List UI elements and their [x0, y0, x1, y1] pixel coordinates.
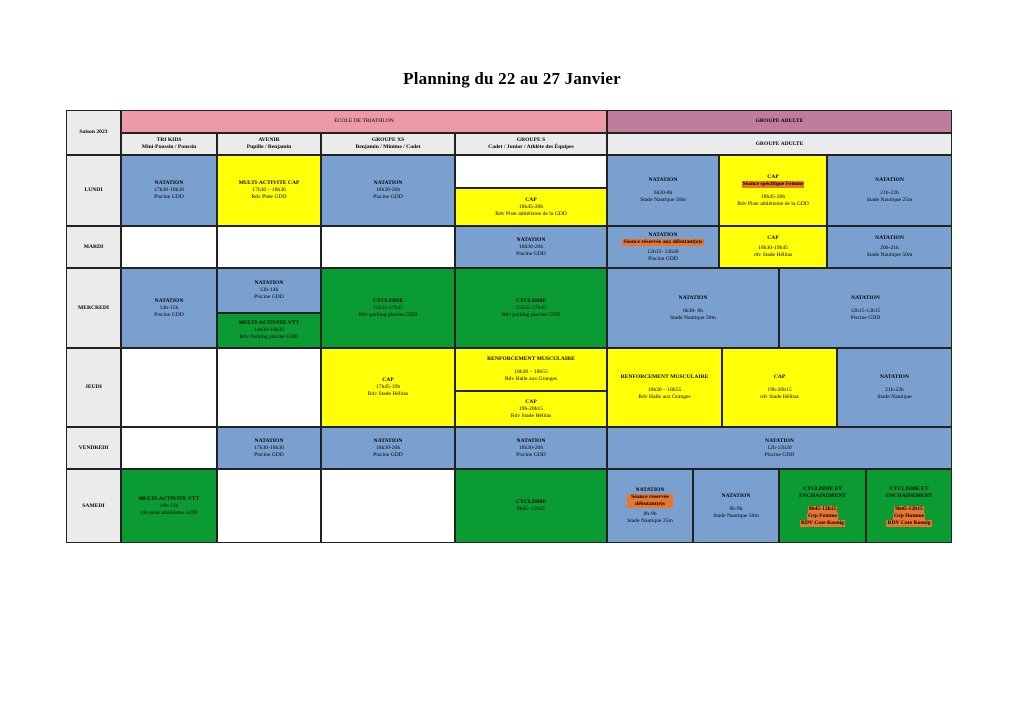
day-label-samedi: SAMEDI — [66, 469, 121, 543]
column-name: AVENIR — [258, 137, 280, 143]
column-name: GROUPE S — [516, 137, 546, 143]
column-header-xs — [321, 133, 455, 155]
session-vendredi-s: NATATION 18h30-20h Piscine GDD — [455, 427, 607, 469]
session-lundi-adulte-3: NATATION 21h-22h Stade Nautique 25m — [827, 155, 952, 226]
session-samedi-adulte-1: NATATION Séance réservée débutant(e)s 8h-9h Stade Nautique 25m — [607, 469, 693, 543]
column-sub: Benjamin / Minime / Cadet — [355, 144, 421, 150]
session-mercredi-adulte-1: NATATION 6h30- 8h Stade Nautique 50m — [607, 268, 779, 348]
day-label-jeudi: JEUDI — [66, 348, 121, 427]
day-label-mardi: MARDI — [66, 226, 121, 268]
column-name: GROUPE ADULTE — [755, 140, 804, 147]
session-mercredi-avenir-2: MULTI-ACTIVITE VTT 14h30-16h30 Rdv Parking piscine GDD — [217, 313, 321, 348]
session-vendredi-xs: NATATION 18h30-20h Piscine GDD — [321, 427, 455, 469]
session-mardi-adulte-2: CAP 18h30-19h45 rdv Stade Hélitas — [719, 226, 827, 268]
column-sub: Pupille / Benjamin — [246, 144, 292, 150]
session-lundi-trikids: NATATION 17h30-18h30 Piscine GDD — [121, 155, 217, 226]
column-header-avenir — [217, 133, 321, 155]
ecole-group-header — [121, 110, 607, 133]
session-mardi-s: NATATION 18h30-20h Piscine GDD — [455, 226, 607, 268]
session-jeudi-adulte-2: CAP 19h-20h15 rdv Stade Hélitas — [722, 348, 837, 427]
session-samedi-s: CYCLISME 9h45- 12h15 — [455, 469, 607, 543]
session-samedi-adulte-2: NATATION 8h-9h Stade Nautique 50m — [693, 469, 779, 543]
session-note: Séance spécifique Femme — [742, 180, 804, 187]
empty-cell — [455, 155, 607, 188]
day-label-mercredi: MERCREDI — [66, 268, 121, 348]
session-lundi-adulte-2: CAP Séance spécifique Femme 18h45-20h Rdv Piste athlétisme de la GDD — [719, 155, 827, 226]
session-lundi-xs: NATATION 18h30-20h Piscine GDD — [321, 155, 455, 226]
session-lundi-s: CAP 18h45-20h Rdv Piste athlétisme de la GDD — [455, 188, 607, 226]
empty-cell — [121, 226, 217, 268]
page-title: Planning du 22 au 27 Janvier — [403, 69, 621, 88]
session-note: Séance réservée aux débutant(e)s — [623, 238, 703, 245]
column-header-adulte — [607, 133, 952, 155]
session-note: Séance réservée débutant(e)s — [627, 494, 673, 508]
column-sub: Cadet / Junior / Athlète des Équipes — [488, 144, 574, 150]
empty-cell — [321, 226, 455, 268]
empty-cell — [217, 226, 321, 268]
session-lundi-avenir: MULTI-ACTIVITE CAP 17h30 – 18h30 Rdv Piste GDD — [217, 155, 321, 226]
empty-cell — [217, 469, 321, 543]
session-mercredi-xs: CYCLISME 15h15-17h45 Rdv parking piscine GDD — [321, 268, 455, 348]
column-sub: Mini-Poussin / Poussin — [141, 144, 197, 150]
season-cell — [66, 110, 121, 155]
day-label-lundi: LUNDI — [66, 155, 121, 226]
session-samedi-adulte-4: CYCLISME ET ENCHAINEMENT 9h45-12h15 Grp Homme RDV Cote Koenig — [866, 469, 952, 543]
session-mercredi-avenir-1: NATATION 13h-14h Piscine GDD — [217, 268, 321, 313]
day-label-vendredi: VENDREDI — [66, 427, 121, 469]
column-header-trikids — [121, 133, 217, 155]
session-jeudi-s-1: RENFORCEMENT MUSCULAIRE 18h30 – 18h55 Rdv Halle aux Granges — [455, 348, 607, 391]
season-label: Saison 2023 — [79, 129, 108, 135]
session-jeudi-s-2: CAP 19h-20h15 Rdv Stade Hélitas — [455, 391, 607, 427]
empty-cell — [121, 427, 217, 469]
column-name: TRI KIDS — [156, 137, 182, 143]
column-header-s — [455, 133, 607, 155]
session-jeudi-adulte-1: RENFORCEMENT MUSCULAIRE 18h30 – 18h55 Rdv Halle aux Granges — [607, 348, 722, 427]
session-samedi-trikids: MULTI-ACTIVITE VTT 10h-12h rdv piste athlétisme GDD — [121, 469, 217, 543]
adulte-group-header — [607, 110, 952, 133]
empty-cell — [121, 348, 217, 427]
session-mercredi-trikids: NATATION 14h-15h Piscine GDD — [121, 268, 217, 348]
column-name: GROUPE XS — [371, 137, 405, 143]
session-jeudi-xs: CAP 17h45-19h Rdv Stade Hélitas — [321, 348, 455, 427]
empty-cell — [217, 348, 321, 427]
ecole-group-label: ÉCOLE DE TRIATHLON — [334, 118, 394, 124]
adulte-group-label: GROUPE ADULTE — [755, 118, 804, 124]
session-mercredi-adulte-2: NATATION 12h15-13h15 Piscine GDD — [779, 268, 952, 348]
session-mercredi-s: CYCLISME 15h15-17h45 Rdv parking piscine GDD — [455, 268, 607, 348]
session-jeudi-adulte-3: NATATION 21h-22h Stade Nautique — [837, 348, 952, 427]
session-mardi-adulte-1: NATATION Séance réservée aux débutant(e)s 12h15- 13h30 Piscine GDD — [607, 226, 719, 268]
session-mardi-adulte-3: NATATION 20h-21h Stade Nautique 50m — [827, 226, 952, 268]
session-samedi-adulte-3: CYCLISME ET ENCHAINEMENT 9h45-12h15 Grp Femme RDV Cote Koenig — [779, 469, 866, 543]
session-vendredi-adulte: NATATION 12h-13h30 Piscine GDD — [607, 427, 952, 469]
session-vendredi-avenir: NATATION 17h30-18h30 Piscine GDD — [217, 427, 321, 469]
session-lundi-adulte-1: NATATION 6h30-8h Stade Nautique 50m — [607, 155, 719, 226]
empty-cell — [321, 469, 455, 543]
